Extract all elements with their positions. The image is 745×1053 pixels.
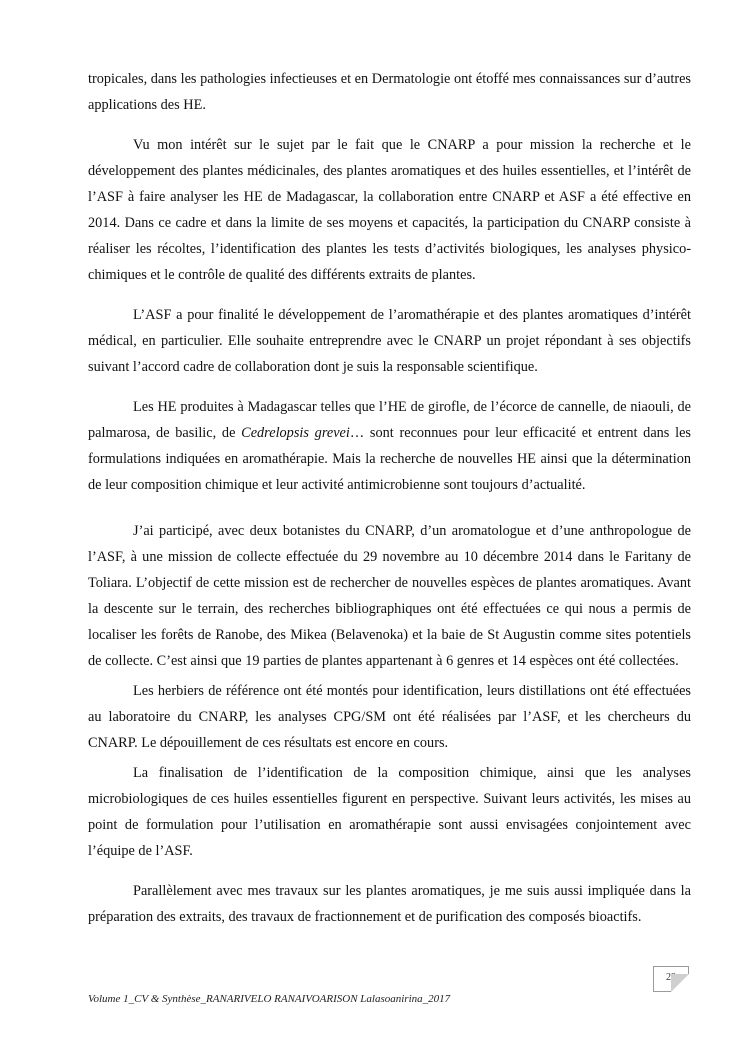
paragraph-collection-mission: J’ai participé, avec deux botanistes du CNARP, d’un aromatologue et d’une anthropologue de l’ASF, à une mission de collecte effectuée du 29 novembre au 10 décembre 2014 dans le Faritany de Toliara. L’objectif de cette mission est de rechercher de nouvelles espèces de plantes aromatiques. Avant la descente sur le terrain, des recherches bibliographiques ont été effectuées ce qui nous a permis de localiser les forêts de Ranobe, des Mikea (Belavenoka) et la baie de St Augustin comme sites potentiels de collecte. C’est ainsi que 19 parties de plantes appartenant à 6 genres et 14 espèces ont été collectées. [88,523,691,669]
species-name: Cedrelopsis grevei [241,425,350,441]
body-text [88,66,691,930]
paragraph-parallel-work: Parallèlement avec mes travaux sur les plantes aromatiques, je me suis aussi impliquée dans la préparation des extraits, des travaux de fractionnement et de purification des composés bioactifs. [88,883,691,925]
page-footer: Volume 1_CV & Synthèse_RANARIVELO RANAIVOARISON Lalasoanirina_2017 [88,993,451,1005]
paragraph-asf-goal: L’ASF a pour finalité le développement de l’aromathérapie et des plantes aromatiques d’intérêt médical, en particulier. Elle souhaite entreprendre avec le CNARP un projet répondant à ses objectifs suivant l’accord cadre de collaboration dont je suis la responsable scientifique. [88,307,691,375]
paragraph-cnarp-mission: Vu mon intérêt sur le sujet par le fait que le CNARP a pour mission la recherche et le développement des plantes médicinales, des plantes aromatiques et des huiles essentielles, et l’intérêt de l’ASF à faire analyser les HE de Madagascar, la collaboration entre CNARP et ASF a été effective en 2014. Dans ce cadre et dans la limite de ses moyens et capacités, la participation du CNARP consiste à réaliser les récoltes, l’identification des plantes les tests d’activités biologiques, les analyses physico-chimiques et le contrôle de qualité des différents extraits de plantes. [88,137,691,283]
page-number-text: 23 [666,972,676,983]
paragraph-continuation: tropicales, dans les pathologies infectieuses et en Dermatologie ont étoffé mes connaissances sur d’autres applications des HE. [88,71,691,113]
paragraph-madagascar-he-end: … sont reconnues pour leur efficacité et entrent dans les formulations indiquées en aromathérapie. Mais la recherche de nouvelles HE ainsi que la détermination de leur composition chimique et leur activité antimicrobienne sont toujours d’actualité. [88,425,691,493]
paragraph-perspective: La finalisation de l’identification de la composition chimique, ainsi que les analyses microbiologiques de ces huiles essentielles figurent en perspective. Suivant leurs activités, les mises au point de formulation pour l’utilisation en aromathérapie sont aussi envisagées conjointement avec l’équipe de l’ASF. [88,765,691,859]
paragraph-herbarium: Les herbiers de référence ont été montés pour identification, leurs distillations ont été effectuées au laboratoire du CNARP, les analyses CPG/SM ont été réalisées par l’ASF, et les chercheurs du CNARP. Le dépouillement de ces résultats est encore en cours. [88,683,691,751]
paragraph-madagascar-he-start: Les HE produites à Madagascar telles que l’HE de girofle, de l’écorce de cannelle, de niaouli, de palmarosa, de basilic, de [88,399,691,441]
page-fold-icon [671,974,689,992]
paragraph-madagascar-he [88,394,691,498]
page-number [653,966,689,992]
